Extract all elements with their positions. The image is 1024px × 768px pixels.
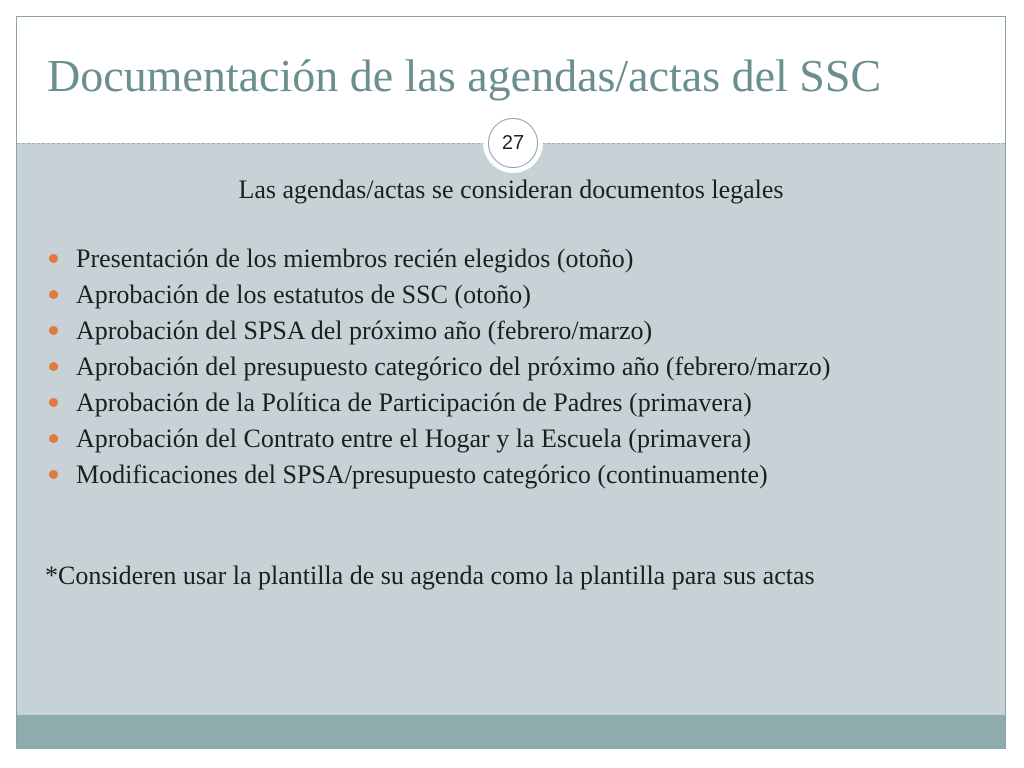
bullet-dot-icon: [49, 254, 58, 263]
bottom-band: [17, 715, 1005, 749]
bullet-item: [45, 389, 965, 416]
bullet-dot-icon: [49, 290, 58, 299]
slide-subtitle: Las agendas/actas se consideran documentos legales: [238, 175, 784, 204]
page-number: 27: [488, 118, 538, 168]
bullet-dot-icon: [49, 326, 58, 335]
slide-title: Documentación de las agendas/actas del SSC: [47, 50, 882, 101]
page-number-badge: [483, 113, 543, 173]
bullet-text: Aprobación del Contrato entre el Hogar y la Escuela (primavera): [76, 424, 751, 453]
bullet-item: [45, 425, 965, 452]
bullet-dot-icon: [49, 362, 58, 371]
bullet-dot-icon: [49, 398, 58, 407]
bullet-item: [45, 461, 965, 488]
bullet-text: Aprobación de los estatutos de SSC (otoño): [76, 280, 531, 309]
bullet-text: Modificaciones del SPSA/presupuesto categórico (continuamente): [76, 460, 768, 489]
bullet-item: [45, 353, 965, 380]
bullet-item: [45, 317, 965, 344]
footnote: *Consideren usar la plantilla de su agenda como la plantilla para sus actas: [45, 561, 815, 590]
bullet-dot-icon: [49, 470, 58, 479]
bullet-item: [45, 281, 965, 308]
bullet-text: Aprobación de la Política de Participación de Padres (primavera): [76, 388, 752, 417]
bullet-text: Presentación de los miembros recién elegidos (otoño): [76, 244, 634, 273]
slide: [16, 16, 1006, 749]
bullet-text: Aprobación del SPSA del próximo año (febrero/marzo): [76, 316, 653, 345]
bullet-text: Aprobación del presupuesto categórico del próximo año (febrero/marzo): [76, 352, 831, 381]
bullet-item: [45, 245, 965, 272]
bullet-dot-icon: [49, 434, 58, 443]
bullet-list: [45, 245, 965, 497]
